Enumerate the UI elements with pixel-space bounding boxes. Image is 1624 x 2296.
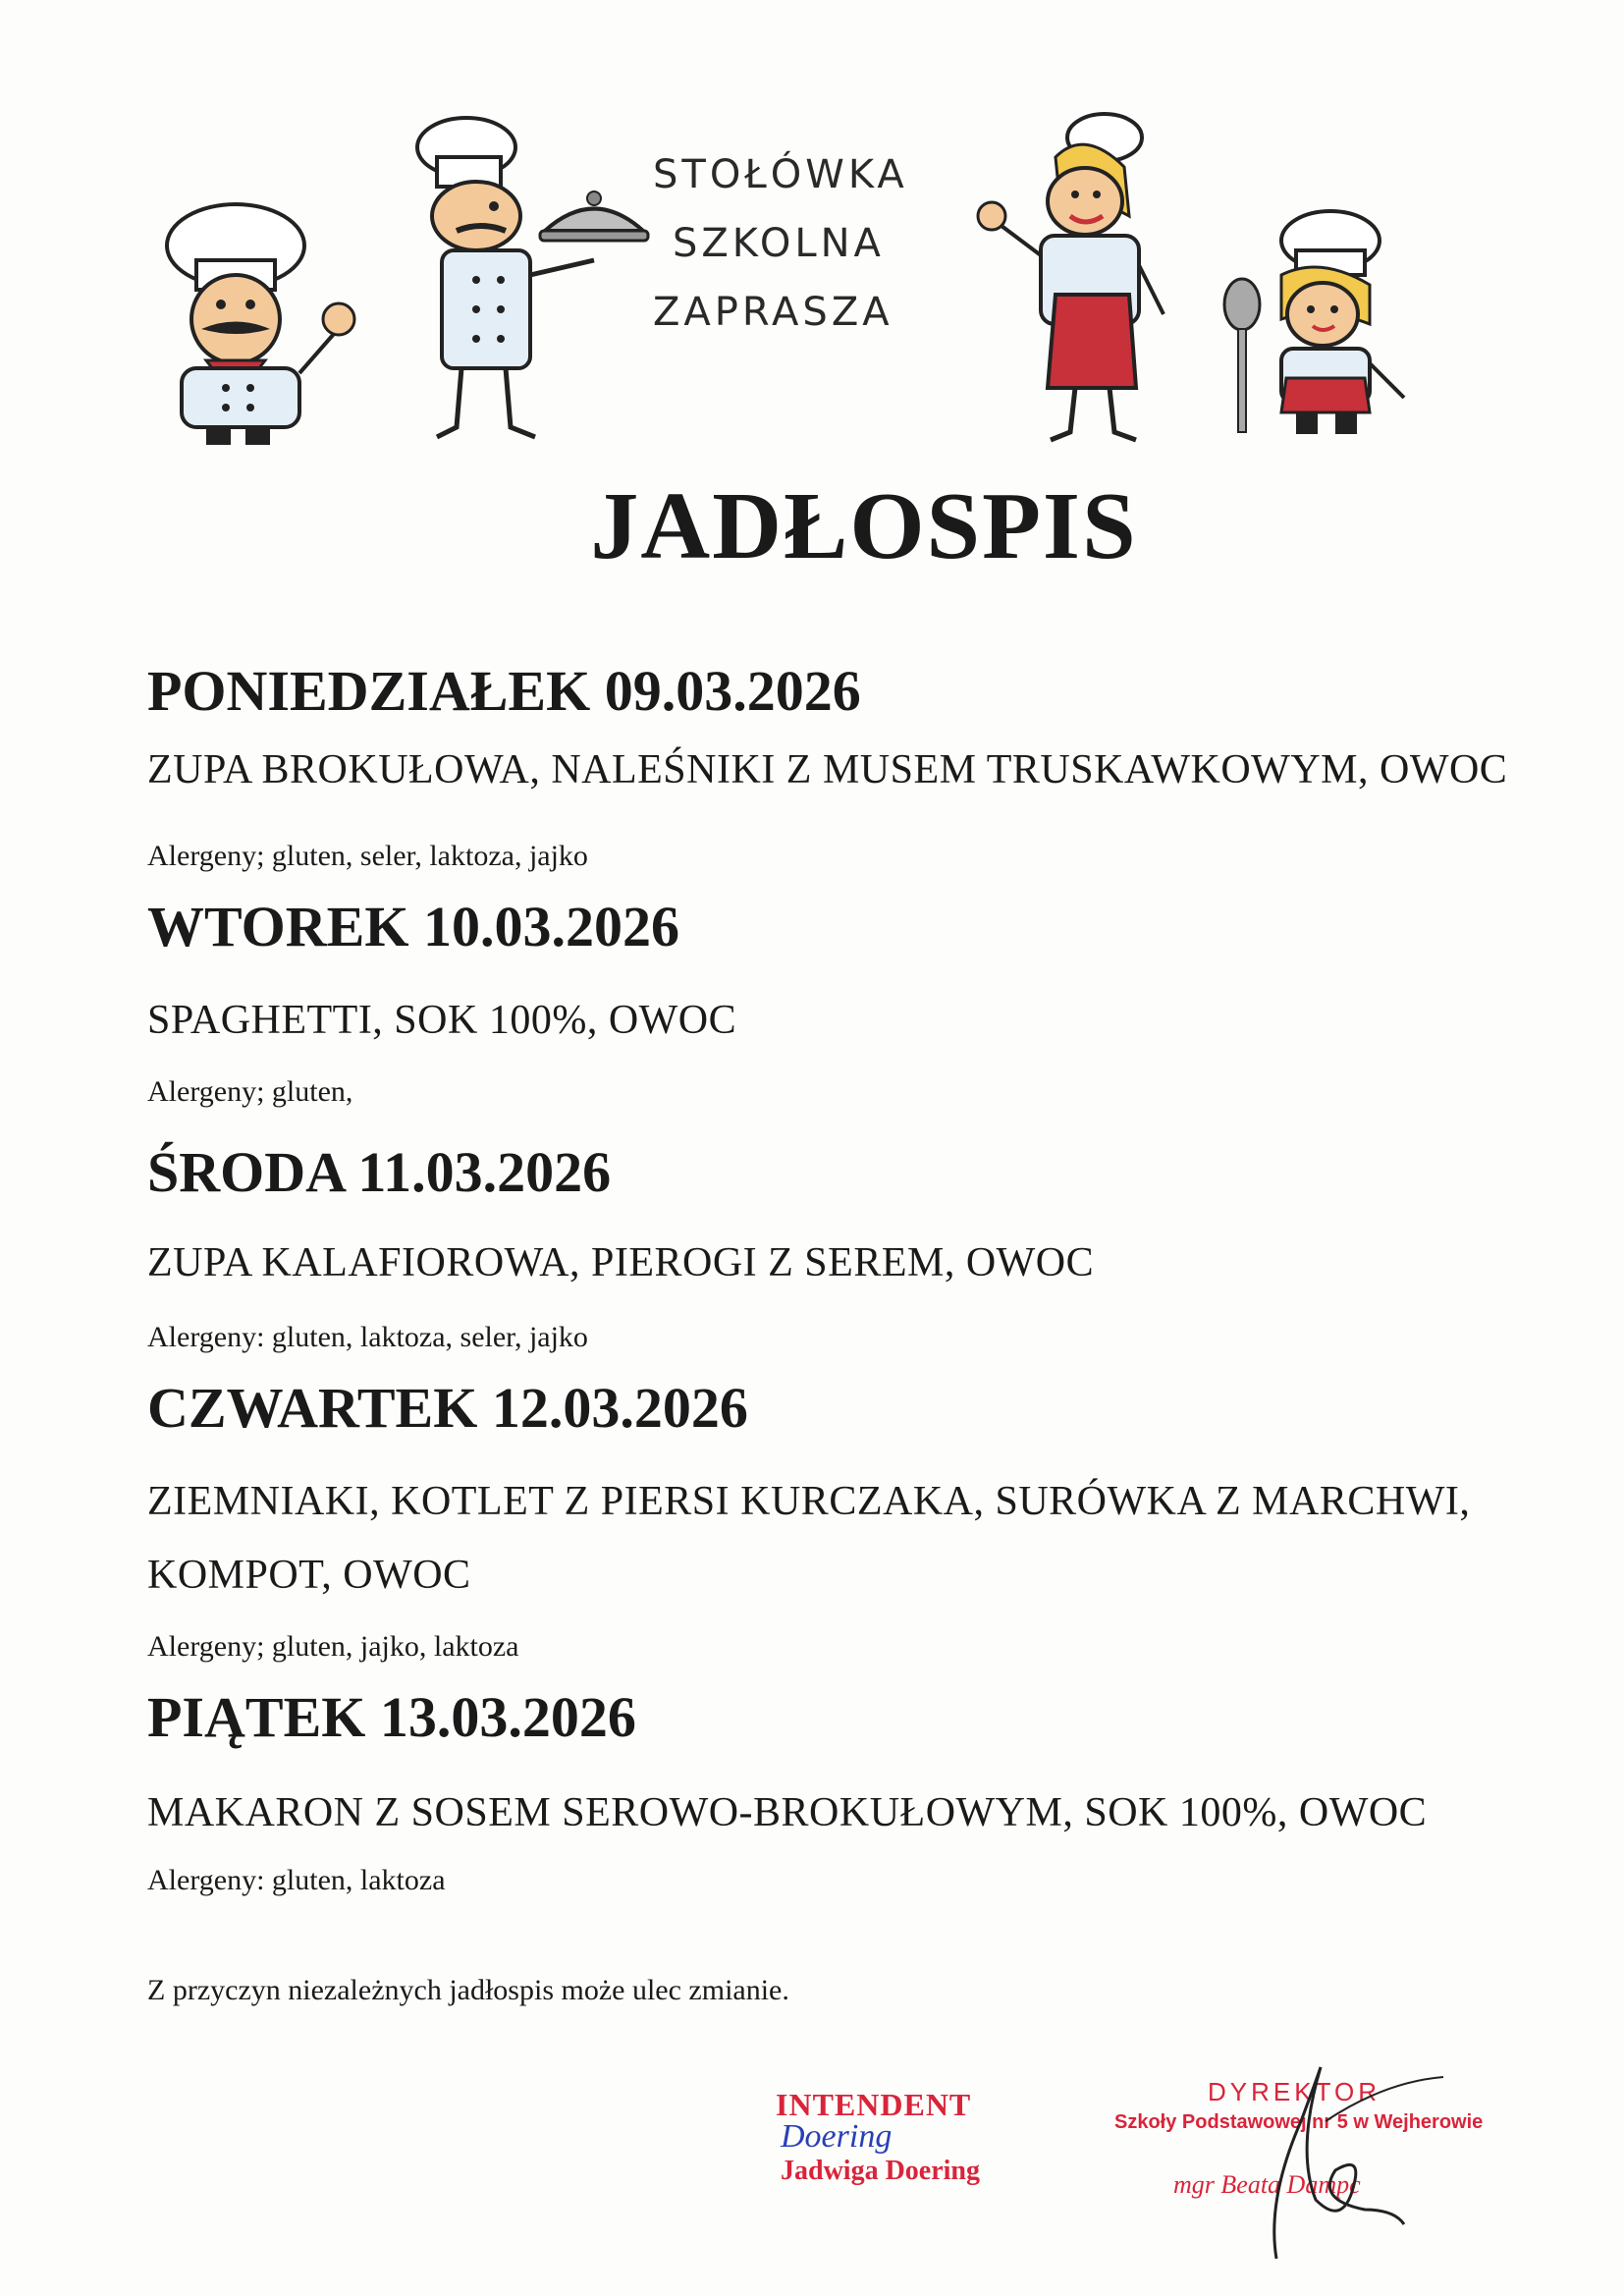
allergens-thursday: Alergeny; gluten, jajko, laktoza	[147, 1630, 519, 1663]
day-heading-wednesday: ŚRODA 11.03.2026	[147, 1140, 612, 1204]
menu-monday: ZUPA BROKUŁOWA, NALEŚNIKI Z MUSEM TRUSKAWKOWYM, OWOC	[147, 747, 1508, 793]
intendent-stamp	[771, 2087, 997, 2195]
menu-thursday-line-1: ZIEMNIAKI, KOTLET Z PIERSI KURCZAKA, SURÓWKA Z MARCHWI,	[147, 1479, 1471, 1524]
spoon-chef-icon	[1213, 206, 1419, 447]
day-heading-monday: PONIEDZIAŁEK 09.03.2026	[147, 659, 861, 723]
banner-line-2: SZKOLNA	[673, 221, 885, 266]
dyrektor-name: mgr Beata Dampc	[1173, 2170, 1361, 2199]
change-notice: Z przyczyn niezależnych jadłospis może ulec zmianie.	[147, 1974, 789, 2006]
platter-chef-icon	[398, 108, 663, 447]
allergens-wednesday: Alergeny: gluten, laktoza, seler, jajko	[147, 1321, 588, 1353]
banner-line-1: STOŁÓWKA	[653, 152, 908, 197]
header-illustration	[0, 0, 1624, 462]
dyrektor-school: Szkoły Podstawowej nr 5 w Wejherowie	[1114, 2111, 1484, 2133]
dyrektor-signature-icon	[1208, 2062, 1443, 2288]
menu-friday: MAKARON Z SOSEM SEROWO-BROKUŁOWYM, SOK 100%, OWOC	[147, 1790, 1428, 1835]
menu-thursday-line-2: KOMPOT, OWOC	[147, 1553, 471, 1598]
mustache-chef-icon	[128, 191, 383, 447]
dyrektor-stamp	[1114, 2062, 1488, 2288]
day-heading-thursday: CZWARTEK 12.03.2026	[147, 1376, 748, 1440]
intendent-signature: Doering	[781, 2118, 893, 2155]
dyrektor-role: DYREKTOR	[1208, 2077, 1380, 2106]
banner-line-3: ZAPRASZA	[653, 290, 893, 335]
menu-tuesday: SPAGHETTI, SOK 100%, OWOC	[147, 998, 737, 1043]
allergens-tuesday: Alergeny; gluten,	[147, 1075, 353, 1108]
day-heading-tuesday: WTOREK 10.03.2026	[147, 895, 679, 958]
menu-wednesday: ZUPA KALAFIOROWA, PIEROGI Z SEREM, OWOC	[147, 1240, 1095, 1285]
allergens-friday: Alergeny: gluten, laktoza	[147, 1864, 446, 1896]
allergens-monday: Alergeny; gluten, seler, laktoza, jajko	[147, 840, 588, 872]
day-heading-friday: PIĄTEK 13.03.2026	[147, 1685, 636, 1749]
intendent-role: INTENDENT	[776, 2087, 972, 2122]
intendent-name: Jadwiga Doering	[781, 2156, 980, 2186]
female-chef-icon	[967, 108, 1183, 447]
page-title: JADŁOSPIS	[590, 473, 1138, 579]
